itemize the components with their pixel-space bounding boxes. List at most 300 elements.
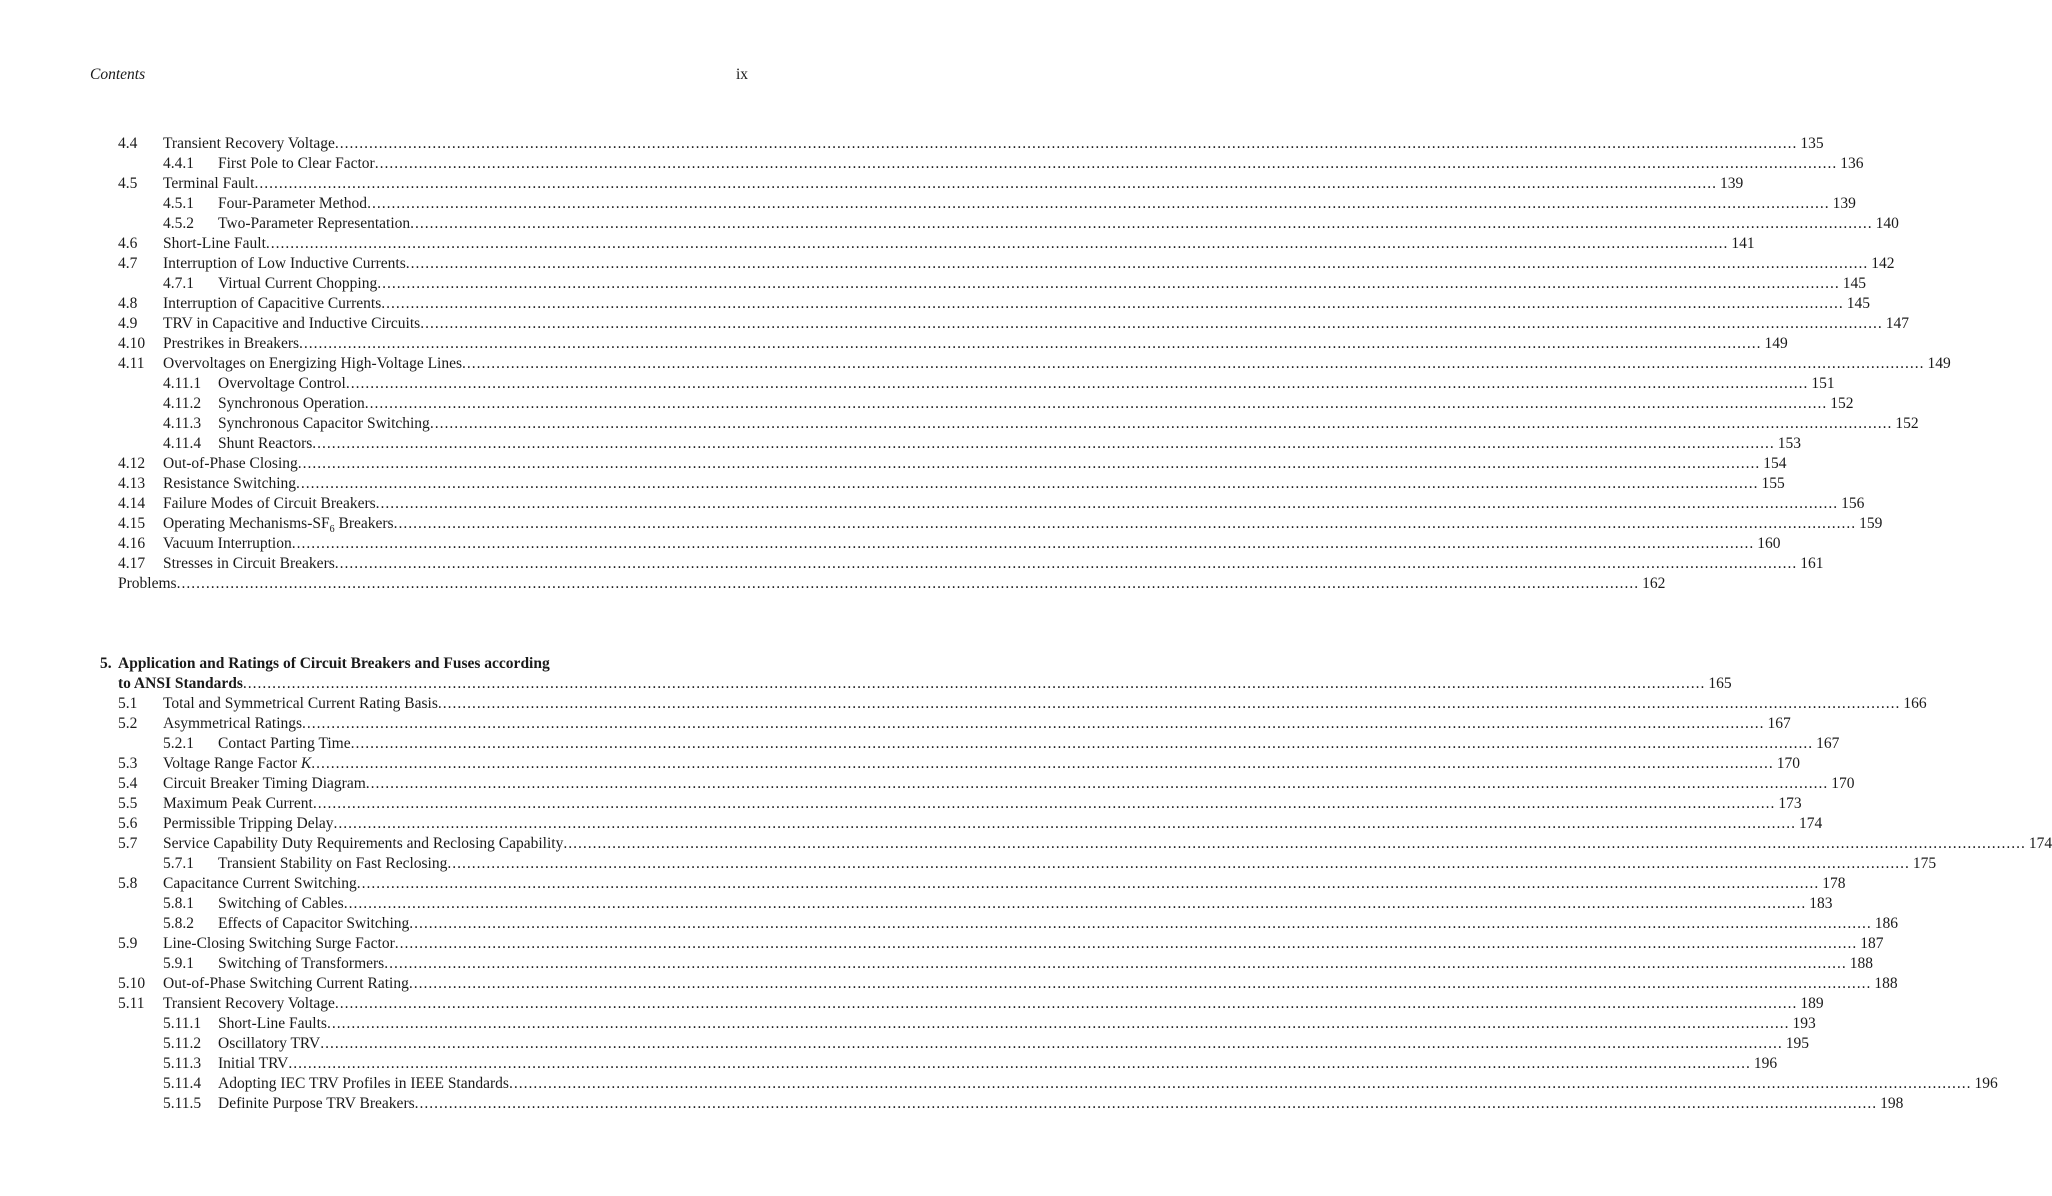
- toc-entry-page: 141: [1731, 235, 1755, 252]
- toc-entry[interactable]: [0, 154, 1864, 174]
- dot-leader: ............................................................................................................................................................................................................................................................................................................: [365, 775, 1829, 792]
- dot-leader: ............................................................................................................................................................................................................................................................................................................: [375, 495, 1839, 512]
- dot-leader: ............................................................................................................................................................................................................................................................................................................: [288, 1055, 1751, 1072]
- toc-entry-number: 5.10: [118, 975, 146, 992]
- toc-entry[interactable]: [0, 694, 1927, 714]
- toc-entry[interactable]: [0, 254, 1895, 274]
- toc-entry-page: 174: [2028, 835, 2052, 852]
- toc-entry-title: [163, 934, 395, 954]
- toc-entry-title: [163, 514, 394, 534]
- dot-leader: ............................................................................................................................................................................................................................................................................................................: [296, 475, 1759, 492]
- toc-entry-title-text: Operating Mechanisms-SF: [163, 515, 330, 532]
- toc-entry-number: 5.7.1: [163, 855, 194, 872]
- toc-entry-number: 5.1: [118, 695, 138, 712]
- toc-entry-title: [218, 914, 409, 934]
- toc-entry-number: 5.11: [118, 995, 145, 1012]
- toc-entry-number: 5.: [100, 655, 112, 672]
- toc-entry-title-text: First Pole to Clear Factor: [218, 155, 375, 172]
- toc-entry-title-text: Total and Symmetrical Current Rating Basis: [163, 695, 438, 712]
- toc-entry-number: 5.11.1: [163, 1015, 202, 1032]
- toc-entry-title-text: Short-Line Fault: [163, 235, 266, 252]
- toc-entry-page: 189: [1800, 995, 1824, 1012]
- toc-entry-title-text: to ANSI Standards: [118, 675, 243, 692]
- toc-entry[interactable]: [0, 314, 1909, 334]
- toc-entry-body: [218, 1014, 1816, 1034]
- dot-leader: ............................................................................................................................................................................................................................................................................................................: [350, 735, 1814, 752]
- toc-entry-title-text: Transient Recovery Voltage: [163, 995, 335, 1012]
- toc-entry-number: 5.11.3: [163, 1055, 202, 1072]
- toc-entry-body: [163, 454, 1787, 474]
- toc-entry[interactable]: [0, 714, 1791, 734]
- toc-entry-body: [118, 654, 748, 674]
- toc-entry-body: [163, 474, 1785, 494]
- toc-entry-number: 4.4: [118, 135, 138, 152]
- toc-entry-body: [163, 334, 1788, 354]
- toc-entry-title: [163, 334, 299, 354]
- dot-leader: ............................................................................................................................................................................................................................................................................................................: [356, 875, 1820, 892]
- toc-entry-page: 165: [1708, 675, 1732, 692]
- toc-entry-page: 196: [1753, 1055, 1778, 1072]
- toc-entry-body: [163, 254, 1895, 274]
- toc-entry-title-text: Contact Parting Time: [218, 735, 351, 752]
- toc-entry[interactable]: [0, 934, 1884, 954]
- toc-entry-body: [163, 774, 1855, 794]
- toc-entry-title: [218, 194, 367, 214]
- toc-entry-title-text: Voltage Range Factor: [163, 755, 301, 772]
- toc-entry-title-text: Switching of Transformers: [218, 955, 385, 972]
- toc-entry-page: 139: [1719, 175, 1744, 192]
- toc-entry[interactable]: [0, 374, 1835, 394]
- toc-entry-number: 4.5.1: [163, 195, 194, 212]
- toc-entry-page: 193: [1792, 1015, 1816, 1032]
- toc-entry-title: [218, 154, 375, 174]
- toc-entry-page: 145: [1846, 295, 1870, 312]
- toc-entry-body: [218, 394, 1854, 414]
- toc-entry-page: 152: [1895, 415, 1919, 432]
- toc-entry-number: 5.8.1: [163, 895, 194, 912]
- dot-leader: ............................................................................................................................................................................................................................................................................................................: [409, 915, 1872, 932]
- toc-entry-title: [218, 894, 344, 914]
- toc-entry-title: [163, 834, 563, 854]
- toc-entry-title-text: Application and Ratings of Circuit Breakers and Fuses according: [118, 655, 550, 672]
- dot-leader: ............................................................................................................................................................................................................................................................................................................: [394, 935, 1858, 952]
- toc-entry-number: 4.12: [118, 455, 146, 472]
- toc-entry-body: [218, 194, 1856, 214]
- dot-leader: ............................................................................................................................................................................................................................................................................................................: [242, 675, 1706, 692]
- toc-entry-title: [218, 1074, 509, 1094]
- toc-entry-title: [163, 134, 335, 154]
- page-number: ix: [735, 66, 748, 83]
- toc-entry-page: 167: [1816, 735, 1840, 752]
- toc-entry-body: [218, 434, 1802, 454]
- toc-entry[interactable]: [0, 754, 1800, 774]
- toc-entry-page: 170: [1831, 775, 1855, 792]
- toc-entry-title-text: Transient Stability on Fast Reclosing: [218, 855, 448, 872]
- toc-entry-number: 4.8: [118, 295, 138, 312]
- toc-entry-title-text: Virtual Current Chopping: [218, 275, 378, 292]
- toc-entry-page: 167: [1767, 715, 1791, 732]
- toc-entry-title: [163, 254, 406, 274]
- toc-entry-number: 4.13: [118, 475, 146, 492]
- toc-entry-page: 161: [1800, 555, 1824, 572]
- toc-entry-body: [163, 814, 1823, 834]
- toc-entry-body: [218, 854, 1937, 874]
- toc-entry[interactable]: [0, 534, 1781, 554]
- toc-entry-title: [118, 654, 550, 674]
- toc-entry-title-text: Effects of Capacitor Switching: [218, 915, 410, 932]
- toc-entry-page: 152: [1830, 395, 1854, 412]
- toc-entry-title: [218, 394, 365, 414]
- toc-entry[interactable]: [0, 474, 1785, 494]
- dot-leader: ............................................................................................................................................................................................................................................................................................................: [420, 315, 1883, 332]
- toc-entry-title: [218, 374, 346, 394]
- running-header-title: Contents: [90, 66, 146, 83]
- dot-leader: ............................................................................................................................................................................................................................................................................................................: [302, 715, 1765, 732]
- toc-entry-number: 5.2: [118, 715, 138, 732]
- toc-entry-title-text: Problems: [118, 575, 177, 592]
- toc-entry[interactable]: [0, 954, 1873, 974]
- toc-entry-number: 5.11.5: [163, 1095, 202, 1112]
- dot-leader: ............................................................................................................................................................................................................................................................................................................: [405, 255, 1869, 272]
- toc-entry-page: 156: [1841, 495, 1865, 512]
- dot-leader: ............................................................................................................................................................................................................................................................................................................: [447, 855, 1910, 872]
- toc-entry-title-text: Adopting IEC TRV Profiles in IEEE Standards: [218, 1075, 509, 1092]
- toc-entry[interactable]: [0, 574, 1666, 594]
- toc-entry-title: [218, 734, 351, 754]
- toc-entry[interactable]: [0, 394, 1854, 414]
- toc-entry-body: [218, 894, 1833, 914]
- toc-entry-page: 153: [1777, 435, 1802, 452]
- toc-entry-body: [163, 934, 1884, 954]
- toc-entry-title-text: Two-Parameter Representation: [218, 215, 411, 232]
- toc-entry-title-text: Short-Line Faults: [218, 1015, 327, 1032]
- toc-entry-number: 4.10: [118, 335, 146, 352]
- toc-entry[interactable]: [0, 814, 1823, 834]
- toc-entry[interactable]: [0, 194, 1856, 214]
- toc-entry-body: [163, 354, 1951, 374]
- toc-entry-body: [163, 834, 2052, 854]
- toc-entry[interactable]: [0, 134, 1824, 154]
- toc-entry-title: [163, 534, 292, 554]
- toc-entry-number: 5.7: [118, 835, 138, 852]
- dot-leader: ............................................................................................................................................................................................................................................................................................................: [374, 155, 1838, 172]
- toc-entry-page: 186: [1874, 915, 1899, 932]
- toc-entry-title: [118, 674, 243, 694]
- toc-entry-page: 183: [1809, 895, 1833, 912]
- toc-entry-title: [163, 714, 302, 734]
- toc-entry[interactable]: [0, 294, 1870, 314]
- toc-entry-title-text: Synchronous Operation: [218, 395, 365, 412]
- toc-entry-title: [163, 454, 298, 474]
- dot-leader: ............................................................................................................................................................................................................................................................................................................: [437, 695, 1901, 712]
- toc-entry[interactable]: [0, 354, 1951, 374]
- toc-entry[interactable]: [0, 514, 1883, 536]
- dot-leader: ............................................................................................................................................................................................................................................................................................................: [334, 555, 1798, 572]
- toc-entry[interactable]: [0, 654, 837, 674]
- toc-entry-body: [163, 294, 1870, 314]
- dot-leader: ............................................................................................................................................................................................................................................................................................................: [414, 1095, 1878, 1112]
- toc-entry-body: [118, 674, 1732, 694]
- toc-entry-number: 5.8.2: [163, 915, 194, 932]
- dot-leader: ............................................................................................................................................................................................................................................................................................................: [265, 235, 1729, 252]
- toc-entry-number: 4.9: [118, 315, 138, 332]
- toc-entry-body: [163, 794, 1802, 814]
- toc-entry[interactable]: [0, 674, 1732, 694]
- toc-entry-body: [163, 534, 1781, 554]
- toc-entry-title: [163, 694, 438, 714]
- toc-entry-title-subscript: 6: [329, 524, 335, 536]
- toc-entry-body: [163, 994, 1824, 1014]
- toc-entry[interactable]: [0, 434, 1802, 454]
- toc-entry-title-text: Asymmetrical Ratings: [163, 715, 303, 732]
- toc-entry[interactable]: [0, 974, 1898, 994]
- dot-leader: ............................................................................................................................................................................................................................................................................................................: [381, 295, 1844, 312]
- toc-entry-page: 140: [1875, 215, 1899, 232]
- toc-entry[interactable]: [0, 174, 1744, 194]
- dot-leader: ............................................................................................................................................................................................................................................................................................................: [393, 515, 1857, 532]
- toc-entry-body: [218, 414, 1919, 434]
- toc-entry-page: 149: [1927, 355, 1951, 372]
- toc-entry[interactable]: [0, 554, 1824, 574]
- toc-entry[interactable]: [0, 854, 1937, 874]
- toc-entry-title-text: Prestrikes in Breakers: [163, 335, 300, 352]
- toc-entry-body: [218, 1054, 1778, 1074]
- toc-entry-page: 149: [1764, 335, 1788, 352]
- toc-entry-body: [118, 574, 1666, 594]
- toc-entry[interactable]: [0, 774, 1855, 794]
- toc-entry[interactable]: [0, 794, 1802, 814]
- toc-entry-title: [218, 1054, 288, 1074]
- toc-entry-body: [218, 154, 1864, 174]
- toc-entry-title: [218, 1094, 415, 1114]
- toc-entry[interactable]: [0, 1074, 1998, 1094]
- toc-entry-page: 166: [1903, 695, 1927, 712]
- toc-entry-number: 4.6: [118, 235, 138, 252]
- toc-entry-page: 145: [1842, 275, 1866, 292]
- toc-entry-number: 4.11: [118, 355, 145, 372]
- toc-entry-title: [218, 274, 377, 294]
- toc-entry-title-text: Permissible Tripping Delay: [163, 815, 334, 832]
- toc-entry-title: [218, 1014, 327, 1034]
- toc-entry-title: [163, 294, 381, 314]
- toc-entry[interactable]: [0, 874, 1846, 894]
- toc-entry-number: 4.11.4: [163, 435, 202, 452]
- toc-entry[interactable]: [0, 214, 1899, 234]
- toc-entry-number: 5.9.1: [163, 955, 194, 972]
- dot-leader: ............................................................................................................................................................................................................................................................................................................: [377, 275, 1840, 292]
- toc-entry-page: 142: [1871, 255, 1895, 272]
- toc-entry-title-text: Overvoltage Control: [218, 375, 346, 392]
- toc-entry-body: [163, 494, 1865, 514]
- dot-leader: ............................................................................................................................................................................................................................................................................................................: [384, 955, 1847, 972]
- toc-entry[interactable]: [0, 1014, 1816, 1034]
- toc-entry-page: 188: [1874, 975, 1898, 992]
- toc-entry-number: 5.9: [118, 935, 138, 952]
- toc-entry-title-text: Switching of Cables: [218, 895, 344, 912]
- dot-leader: ............................................................................................................................................................................................................................................................................................................: [334, 995, 1798, 1012]
- toc-entry-number: 4.7: [118, 255, 138, 272]
- toc-entry-number: 4.11.2: [163, 395, 202, 412]
- toc-entry-title-text: Line-Closing Switching Surge Factor: [163, 935, 395, 952]
- toc-entry-number: 4.11.3: [163, 415, 202, 432]
- toc-entry-number: 4.11.1: [163, 375, 202, 392]
- toc-entry-title-text: Synchronous Capacitor Switching: [218, 415, 430, 432]
- toc-entry-number: 5.4: [118, 775, 138, 792]
- toc-entry-body: [218, 214, 1899, 234]
- toc-entry-number: 4.5: [118, 175, 138, 192]
- toc-entry-title: [163, 974, 409, 994]
- toc-entry[interactable]: [0, 894, 1833, 914]
- toc-entry[interactable]: [0, 734, 1840, 754]
- toc-entry-title: [163, 354, 462, 374]
- dot-leader: ............................................................................................................................................................................................................................................................................................................: [312, 795, 1776, 812]
- toc-entry-page: 136: [1840, 155, 1864, 172]
- dot-leader: ............................................................................................................................................................................................................................................................................................................: [345, 375, 1809, 392]
- toc-entry-title-text: Circuit Breaker Timing Diagram: [163, 775, 366, 792]
- toc-entry-title: [163, 174, 254, 194]
- dot-leader: ............................................................................................................................................................................................................................................................................................................: [563, 835, 2026, 852]
- toc-entry-title: [163, 814, 334, 834]
- toc-entry-body: [163, 714, 1791, 734]
- dot-leader: ............................................................................................................................................................................................................................................................................................................: [367, 195, 1830, 212]
- toc-entry[interactable]: [0, 994, 1824, 1014]
- toc-entry-page: 135: [1800, 135, 1824, 152]
- toc-entry[interactable]: [0, 494, 1865, 514]
- toc-entry-title: [163, 874, 357, 894]
- toc-entry-title-text: Vacuum Interruption: [163, 535, 292, 552]
- toc-entry-page: 196: [1974, 1075, 1998, 1092]
- dot-leader: ............................................................................................................................................................................................................................................................................................................: [410, 215, 1873, 232]
- toc-entry-title-text: Interruption of Capacitive Currents: [163, 295, 382, 312]
- dot-leader: ............................................................................................................................................................................................................................................................................................................: [408, 975, 1872, 992]
- toc-entry-number: 5.5: [118, 795, 138, 812]
- toc-entry-title-text: Initial TRV: [218, 1055, 289, 1072]
- toc-entry-body: [163, 174, 1744, 194]
- dot-leader: ............................................................................................................................................................................................................................................................................................................: [312, 435, 1775, 452]
- toc-entry-title: [218, 854, 447, 874]
- toc-entry-body: [218, 1094, 1904, 1114]
- toc-entry[interactable]: [0, 234, 1755, 254]
- toc-entry-title: [163, 494, 376, 514]
- toc-entry[interactable]: [0, 274, 1866, 294]
- toc-entry-body: [163, 694, 1927, 714]
- toc-entry-title: [218, 1034, 320, 1054]
- toc-entry-number: 4.15: [118, 515, 146, 532]
- toc-entry[interactable]: [0, 1054, 1778, 1074]
- toc-entry[interactable]: [0, 914, 1899, 934]
- toc-entry-title: [163, 754, 311, 774]
- toc-entry-page: 173: [1778, 795, 1802, 812]
- toc-entry-title-text: Out-of-Phase Closing: [163, 455, 298, 472]
- toc-entry-title: [118, 574, 177, 594]
- toc-entry-number: 5.3: [118, 755, 138, 772]
- toc-entry-number: 5.11.4: [163, 1075, 202, 1092]
- toc-entry-title: [163, 314, 420, 334]
- toc-entry-body: [163, 874, 1846, 894]
- toc-entry-title-text: Service Capability Duty Requirements and Reclosing Capability: [163, 835, 564, 852]
- toc-entry-title-text: Failure Modes of Circuit Breakers: [163, 495, 376, 512]
- toc-entry-page: 160: [1757, 535, 1781, 552]
- toc-entry-page: 188: [1849, 955, 1873, 972]
- toc-entry-body: [218, 374, 1835, 394]
- toc-entry[interactable]: [0, 414, 1919, 434]
- toc-entry-page: 174: [1799, 815, 1823, 832]
- toc-entry-number: 4.16: [118, 535, 146, 552]
- toc-entry-number: 5.11.2: [163, 1035, 202, 1052]
- toc-entry-title: [218, 214, 410, 234]
- toc-entry-page: 154: [1763, 455, 1787, 472]
- toc-entry-title-suffix: Breakers: [334, 515, 394, 532]
- toc-entry[interactable]: [0, 1034, 1809, 1054]
- toc-entry-title: [163, 234, 266, 254]
- toc-entry-body: [218, 274, 1866, 294]
- dot-leader: ............................................................................................................................................................................................................................................................................................................: [320, 1035, 1783, 1052]
- toc-entry-title-text: Resistance Switching: [163, 475, 297, 492]
- toc-entry-body: [163, 754, 1800, 774]
- dot-leader: ............................................................................................................................................................................................................................................................................................................: [311, 755, 1774, 772]
- toc-entry-body: [163, 234, 1755, 254]
- toc-entry-title-text: Oscillatory TRV: [218, 1035, 321, 1052]
- toc-entry-title-text: Out-of-Phase Switching Current Rating: [163, 975, 409, 992]
- toc-entry-page: 195: [1785, 1035, 1809, 1052]
- toc-entry-page: 155: [1761, 475, 1785, 492]
- dot-leader: ............................................................................................................................................................................................................................................................................................................: [364, 395, 1828, 412]
- toc-entry-title-text: TRV in Capacitive and Inductive Circuits: [163, 315, 421, 332]
- toc-entry-title-text: Stresses in Circuit Breakers: [163, 555, 335, 572]
- toc-entry[interactable]: [0, 334, 1788, 354]
- toc-entry[interactable]: [0, 1094, 1904, 1114]
- toc-entry-title-text: Overvoltages on Energizing High-Voltage Lines: [163, 355, 463, 372]
- toc-entry-body: [163, 554, 1824, 574]
- toc-entry-title: [218, 954, 384, 974]
- toc-entry-body: [218, 1034, 1809, 1054]
- toc-entry-title-text: Shunt Reactors: [218, 435, 313, 452]
- toc-entry-body: [218, 954, 1873, 974]
- dot-leader: ............................................................................................................................................................................................................................................................................................................: [291, 535, 1755, 552]
- toc-entry-body: [218, 734, 1840, 754]
- toc-entry-number: 5.2.1: [163, 735, 194, 752]
- toc-entry-title-text: Four-Parameter Method: [218, 195, 368, 212]
- toc-entry-number: 4.7.1: [163, 275, 194, 292]
- dot-leader: ............................................................................................................................................................................................................................................................................................................: [299, 335, 1762, 352]
- toc-entry-page: 159: [1859, 515, 1883, 532]
- toc-entry[interactable]: [0, 454, 1787, 474]
- toc-entry[interactable]: [0, 834, 2052, 854]
- toc-entry-title-text: Transient Recovery Voltage: [163, 135, 335, 152]
- toc-entry-number: 5.8: [118, 875, 138, 892]
- dot-leader: ............................................................................................................................................................................................................................................................................................................: [326, 1015, 1790, 1032]
- toc-entry-page: 162: [1642, 575, 1666, 592]
- toc-entry-page: 139: [1832, 195, 1856, 212]
- toc-entry-number: 4.14: [118, 495, 146, 512]
- toc-entry-body: [218, 1074, 1998, 1094]
- toc-entry-title-text: Interruption of Low Inductive Currents: [163, 255, 406, 272]
- toc-entry-body: [163, 974, 1898, 994]
- toc-entry-title-text: Definite Purpose TRV Breakers: [218, 1095, 415, 1112]
- toc-entry-body: [163, 314, 1909, 334]
- dot-leader: ............................................................................................................................................................................................................................................................................................................: [254, 175, 1717, 192]
- toc-entry-page: 151: [1811, 375, 1835, 392]
- toc-entry-number: 5.6: [118, 815, 138, 832]
- toc-entry-title: [163, 794, 313, 814]
- toc-entry-title: [163, 554, 335, 574]
- toc-entry-body: [218, 914, 1899, 934]
- dot-leader: ............................................................................................................................................................................................................................................................................................................: [333, 815, 1797, 832]
- table-of-contents: [0, 134, 2052, 1114]
- dot-leader: ............................................................................................................................................................................................................................................................................................................: [343, 895, 1807, 912]
- dot-leader: ............................................................................................................................................................................................................................................................................................................: [176, 575, 1640, 592]
- toc-entry-title-text: Maximum Peak Current: [163, 795, 313, 812]
